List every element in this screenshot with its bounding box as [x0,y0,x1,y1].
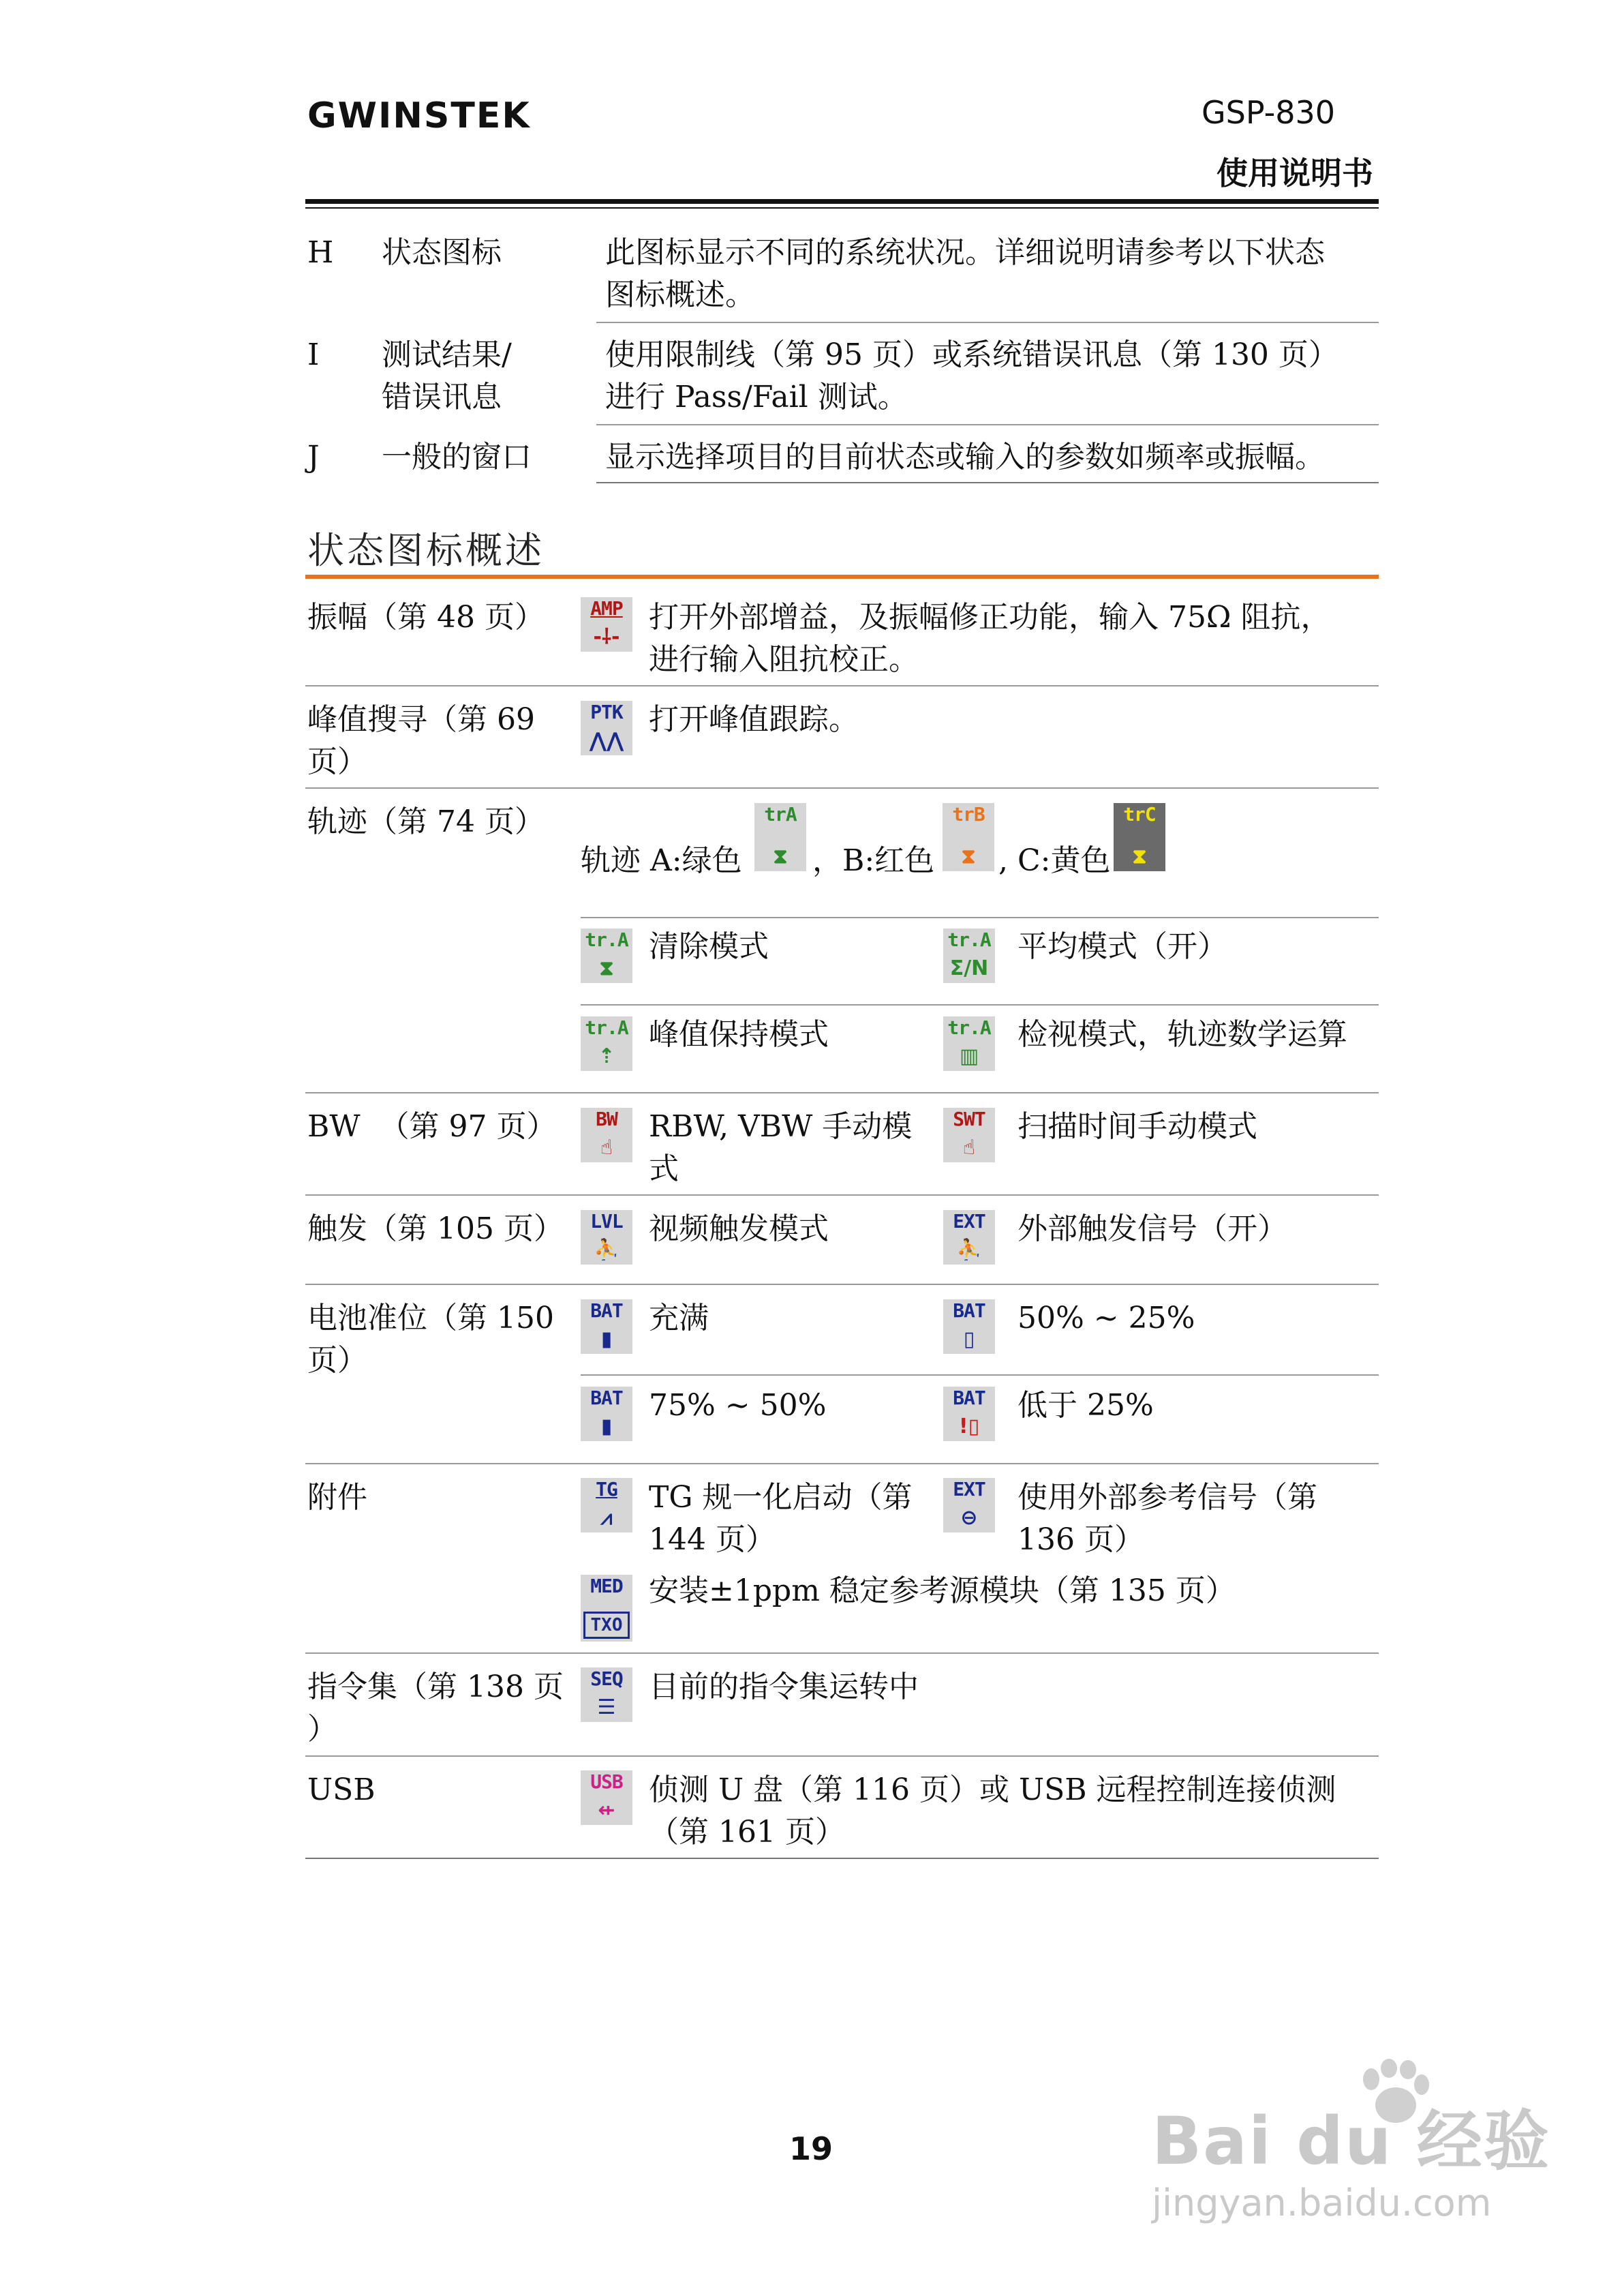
trace-average-icon: tr.A Σ/N [943,928,995,983]
row-j-desc: 显示选择项目的目前状态或输入的参数如频率或振幅。 [605,440,1325,474]
row-h-desc-line2: 图标概述。 [605,277,755,312]
bw-label: BW （第 97 页） [307,1109,557,1144]
divider [305,787,1379,789]
divider [596,322,1379,323]
usb-label: USB [307,1772,376,1807]
seq-icon: SEQ ☰ [581,1667,632,1722]
trace-a-icon: trA ⧗ [754,803,806,871]
gwinstek-logo: GWINSTEK [307,95,531,136]
swt-desc: 扫描时间手动模式 [1017,1109,1257,1144]
header-rule [305,199,1379,204]
row-j-name: 一般的窗口 [382,440,532,474]
header-rule-thin [305,207,1379,209]
watermark-brand: Bai du 经验 [1152,2103,1550,2179]
peak-desc: 打开峰值跟踪。 [649,702,859,737]
row-i-key: I [307,337,320,372]
trace-clear-icon: tr.A ⧗ [581,928,632,983]
row-h-name: 状态图标 [382,235,502,270]
med-desc: 安装±1ppm 稳定参考源模块（第 135 页） [649,1573,1236,1608]
row-i-desc-line2: 进行 Pass/Fail 测试。 [605,380,908,414]
lvl-icon: LVL ⛹ [581,1210,632,1265]
trace-clear-label: 清除模式 [649,929,769,964]
battery-full-label: 充满 [649,1301,709,1335]
section-rule [305,575,1379,579]
seq-desc: 目前的指令集运转中 [649,1670,919,1704]
page-number: 19 [789,2130,833,2167]
row-h-key: H [307,235,334,270]
row-i-name: 测试结果/ [382,337,512,372]
divider [305,1284,1379,1285]
divider [305,1652,1379,1654]
divider [596,424,1379,425]
trace-c-text: , C:黄色 [998,843,1111,878]
peak-label-line1: 峰值搜寻（第 69 [307,702,535,737]
battery-low-label: 低于 25% [1017,1388,1154,1423]
trace-view-label: 检视模式，轨迹数学运算 [1017,1017,1347,1052]
seq-label-line1: 指令集（第 138 页 [307,1670,564,1704]
divider [305,1858,1379,1859]
accessory-label: 附件 [307,1480,367,1515]
peak-label-line2: 页） [307,744,367,779]
ext-ref-desc-line2: 136 页） [1017,1522,1144,1557]
trace-b-text: ，B:红色 [812,843,935,878]
battery-full-icon: BAT ▮ [581,1299,632,1354]
battery-label-line1: 电池准位（第 150 [307,1301,554,1335]
section-title: 状态图标概述 [307,529,545,572]
row-i-name2: 错误讯息 [382,380,502,414]
divider [305,1755,1379,1757]
amp-icon: AMP -⸸- [581,597,632,652]
divider [581,917,1379,918]
trace-average-label: 平均模式（开） [1017,929,1227,964]
tg-desc-line2: 144 页） [649,1522,776,1557]
ext-ref-desc-line1: 使用外部参考信号（第 [1017,1480,1317,1515]
manual-title: 使用说明书 [1216,155,1373,192]
trace-b-icon: trB ⧗ [943,803,994,871]
tg-desc-line1: TG 规一化启动（第 [649,1480,913,1515]
trigger-label: 触发（第 105 页） [307,1211,564,1246]
usb-desc-line1: 侦测 U 盘（第 116 页）或 USB 远程控制连接侦测 [649,1772,1336,1807]
divider [581,1374,1379,1376]
trace-a-text: 轨迹 A:绿色 [581,843,742,878]
bw-desc-line2: 式 [649,1151,679,1186]
watermark-url: jingyan.baidu.com [1152,2181,1492,2224]
trace-peak-hold-label: 峰值保持模式 [649,1017,829,1052]
ext-ref-icon: EXT ⊖ [943,1478,995,1532]
battery-50-25-icon: BAT ▯ [943,1299,995,1354]
med-txo-icon: MED TXO [581,1575,632,1642]
row-h-desc-line1: 此图标显示不同的系统状况。详细说明请参考以下状态 [605,235,1325,270]
trace-peak-hold-icon: tr.A ⇡ [581,1016,632,1071]
row-j-key: J [307,440,320,474]
usb-icon: USB ⇷ [581,1770,632,1825]
row-i-desc-line1: 使用限制线（第 95 页）或系统错误讯息（第 130 页） [605,337,1338,372]
ext-trigger-desc: 外部触发信号（开） [1017,1211,1287,1246]
divider [305,1463,1379,1464]
swt-icon: SWT ☝ [943,1108,995,1162]
battery-low-icon: BAT !▯ [943,1387,995,1441]
battery-50-25-label: 50% ~ 25% [1017,1301,1195,1335]
lvl-desc: 视频触发模式 [649,1211,829,1246]
bw-icon: BW ☝ [581,1108,632,1162]
divider [305,685,1379,686]
amp-desc-line2: 进行输入阻抗校正。 [649,642,919,677]
battery-75-50-icon: BAT ▮ [581,1387,632,1441]
seq-label-line2: ） [307,1712,337,1747]
divider [305,1194,1379,1196]
battery-75-50-label: 75% ~ 50% [649,1388,827,1423]
model-name: GSP-830 [1202,94,1335,131]
tg-icon: TG ⩘ [581,1478,632,1532]
usb-desc-line2: （第 161 页） [649,1815,845,1849]
divider [596,482,1379,483]
divider [581,1004,1379,1006]
amp-desc-line1: 打开外部增益，及振幅修正功能，输入 75Ω 阻抗， [649,600,1331,635]
trace-view-icon: tr.A ▥ [943,1016,995,1071]
divider [305,1092,1379,1093]
ext-trigger-icon: EXT ⛹ [943,1210,995,1265]
amp-label: 振幅（第 48 页） [307,600,545,635]
bw-desc-line1: RBW, VBW 手动模 [649,1109,913,1144]
ptk-icon: PTK ⋀⋀ [581,701,632,755]
trace-c-icon: trC ⧗ [1114,803,1165,871]
battery-label-line2: 页） [307,1343,367,1378]
trace-label: 轨迹（第 74 页） [307,804,545,839]
